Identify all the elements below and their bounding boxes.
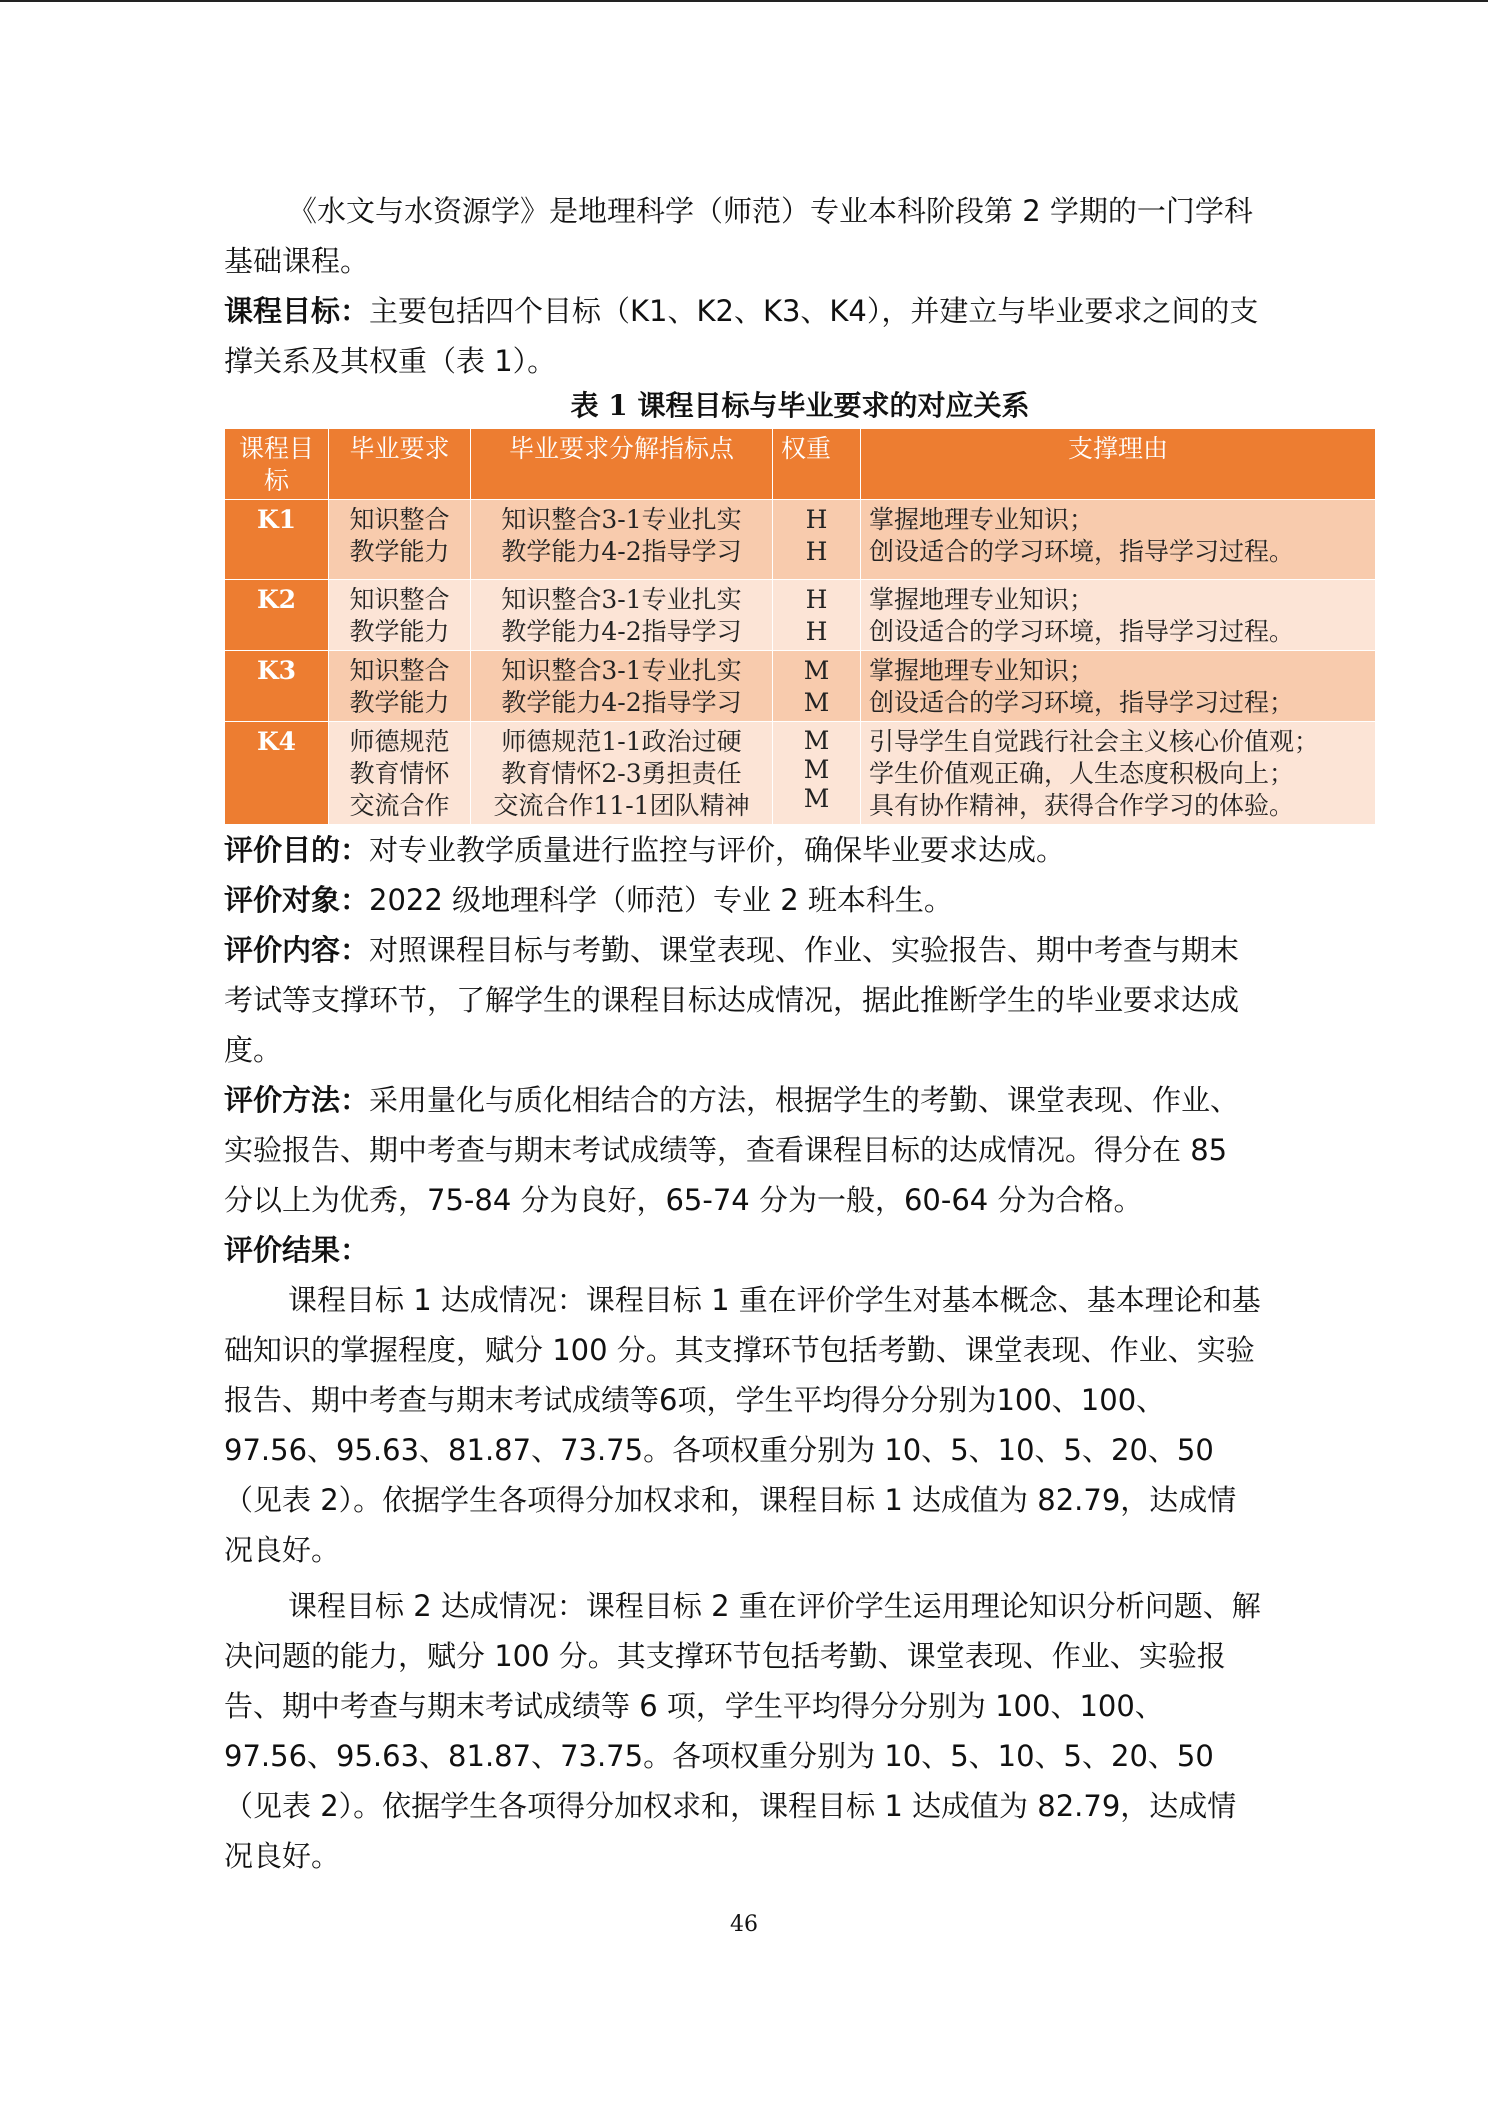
purpose-text: 对专业教学质量进行监控与评价，确保毕业要求达成。 [369,833,1066,867]
requirement-cell: 知识整合 教学能力 [329,651,471,722]
goals-text: 主要包括四个目标（K1、K2、K3、K4），并建立与毕业要求之间的支撑关系及其权重（表 1）。 [224,294,1259,378]
weight-cell: H H [773,500,861,580]
header-goal: 课程目标 [225,429,329,500]
indicator-cell: 知识整合3-1专业扎实 教学能力4-2指导学习 [471,580,773,651]
requirement-cell: 师德规范 教育情怀 交流合作 [329,722,471,825]
table-row [225,500,1376,580]
intro-paragraph: 《水文与水资源学》是地理科学（师范）专业本科阶段第 2 学期的一门学科基础课程。 [224,194,1253,278]
object-text: 2022 级地理科学（师范）专业 2 班本科生。 [369,883,953,917]
reason-cell: 掌握地理专业知识； 创设适合的学习环境，指导学习过程； [861,651,1376,722]
requirement-cell: 知识整合 教学能力 [329,500,471,580]
header-requirement: 毕业要求 [329,429,471,500]
method-text: 采用量化与质化相结合的方法，根据学生的考勤、课堂表现、作业、实验报告、期中考查与期末考试成绩等，查看课程目标的达成情况。得分在 85 分以上为优秀，75-84 分为良好，65-74 分为一般，60-64 分为合格。 [224,1083,1240,1217]
document-body [224,186,1320,1881]
goals-requirements-table [224,428,1376,825]
goal-cell: K1 [225,500,329,580]
results-label: 评价结果： [224,1233,370,1267]
reason-cell: 掌握地理专业知识； 创设适合的学习环境，指导学习过程。 [861,580,1376,651]
table-caption: 表 1 课程目标与毕业要求的对应关系 [570,389,1030,422]
table-row [225,651,1376,722]
purpose-label: 评价目的： [224,833,370,867]
requirement-cell: 知识整合 教学能力 [329,580,471,651]
content-label: 评价内容： [224,933,370,967]
goal-cell: K4 [225,722,329,825]
table-row [225,580,1376,651]
content-paragraph [224,925,1264,1075]
header-indicator: 毕业要求分解指标点 [471,429,773,500]
indicator-cell: 知识整合3-1专业扎实 教学能力4-2指导学习 [471,651,773,722]
table-row [225,722,1376,825]
content-text: 对照课程目标与考勤、课堂表现、作业、实验报告、期中考查与期末考试等支撑环节，了解学生的课程目标达成情况，据此推断学生的毕业要求达成度。 [224,933,1240,1067]
weight-cell: H H [773,580,861,651]
goals-paragraph [224,286,1264,386]
reason-cell: 掌握地理专业知识； 创设适合的学习环境，指导学习过程。 [861,500,1376,580]
method-label: 评价方法： [224,1083,370,1117]
goal-cell: K2 [225,580,329,651]
indicator-cell: 师德规范1-1政治过硬 教育情怀2-3勇担责任 交流合作11-1团队精神 [471,722,773,825]
weight-cell: M M [773,651,861,722]
goals-label: 课程目标： [224,294,370,328]
page-number: 46 [730,1912,758,1937]
top-border-line [0,0,1488,2]
indicator-cell: 知识整合3-1专业扎实 教学能力4-2指导学习 [471,500,773,580]
result-goal1-paragraph: 课程目标 1 达成情况：课程目标 1 重在评价学生对基本概念、基本理论和基础知识的掌握程度，赋分 100 分。其支撑环节包括考勤、课堂表现、作业、实验报告、期中考查与期末考试成绩等6项，学生平均得分分别为100、100、97.56、95.63、81.87、73.75。各项权重分别为 10、5、10、5、20、50（见表 2）。依据学生各项得分加权求和，课程目标 1 达成值为 82.79，达成情况良好。 [224,1283,1261,1567]
result-goal2-paragraph: 课程目标 2 达成情况：课程目标 2 重在评价学生运用理论知识分析问题、解决问题的能力，赋分 100 分。其支撑环节包括考勤、课堂表现、作业、实验报告、期中考查与期末考试成绩等 6 项，学生平均得分分别为 100、100、97.56、95.63、81.87、73.75。各项权重分别为 10、5、10、5、20、50（见表 2）。依据学生各项得分加权求和，课程目标 1 达成值为 82.79，达成情况良好。 [224,1589,1261,1873]
header-weight: 权重 [773,429,861,500]
object-paragraph [224,875,1264,925]
weight-cell: M M M [773,722,861,825]
purpose-paragraph [224,825,1264,875]
object-label: 评价对象： [224,883,370,917]
method-paragraph [224,1075,1264,1225]
header-reason: 支撑理由 [861,429,1376,500]
reason-cell: 引导学生自觉践行社会主义核心价值观； 学生价值观正确，人生态度积极向上； 具有协作精神，获得合作学习的体验。 [861,722,1376,825]
goal-cell: K3 [225,651,329,722]
table-header-row [225,429,1376,500]
results-heading [224,1225,1264,1275]
